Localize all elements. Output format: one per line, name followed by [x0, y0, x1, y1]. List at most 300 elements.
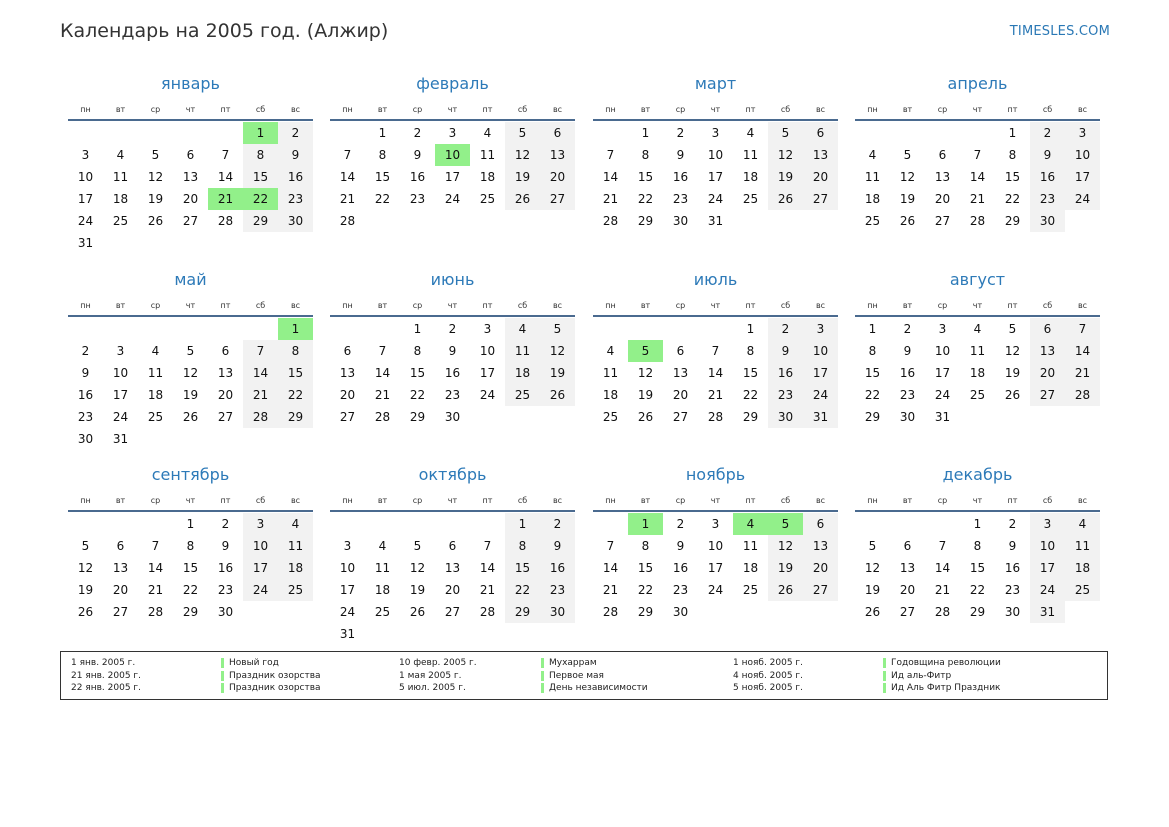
holiday-date: 5 июл. 2005 г. — [399, 683, 466, 693]
weekday-label: чт — [972, 300, 983, 310]
day-cell: 17 — [1065, 166, 1100, 188]
weekday-label: вс — [1077, 300, 1088, 310]
day-cell: 17 — [934, 366, 951, 380]
day-cell: 4 — [378, 539, 387, 553]
weekday-label: чт — [185, 104, 196, 114]
day-cell: 27 — [1030, 384, 1065, 406]
day-cell: 15 — [409, 366, 426, 380]
empty-cell — [330, 122, 365, 144]
weekday-label: чт — [447, 495, 458, 505]
holiday-name: Годовщина революции — [891, 658, 1001, 668]
day-cell: 15 — [374, 170, 391, 184]
day-cell: 5 — [868, 539, 877, 553]
day-cell: 2 — [1030, 122, 1065, 144]
day-cell: 27 — [444, 605, 461, 619]
day-cell: 19 — [1004, 366, 1021, 380]
day-cell: 23 — [444, 388, 461, 402]
weekday-label: вт — [377, 104, 388, 114]
day-cell: 19 — [147, 192, 164, 206]
day-cell: 11 — [147, 366, 164, 380]
weekday-header — [330, 295, 575, 315]
empty-cell — [173, 122, 208, 144]
day-cell: 14 — [969, 170, 986, 184]
weekday-header — [593, 295, 838, 315]
day-cell: 13 — [934, 170, 951, 184]
weekday-label: пт — [220, 495, 231, 505]
day-cell: 5 — [413, 539, 422, 553]
day-cell: 31 — [112, 432, 129, 446]
day-cell: 19 — [77, 583, 94, 597]
day-cell: 4 — [151, 344, 160, 358]
weekday-label: сб — [255, 495, 266, 505]
day-cell: 22 — [637, 583, 654, 597]
day-cell: 9 — [278, 144, 313, 166]
weekday-label: пт — [220, 104, 231, 114]
holiday-day-cell: 1 — [628, 513, 663, 535]
day-cell: 29 — [278, 406, 313, 428]
weekday-label: пт — [220, 300, 231, 310]
day-cell: 2 — [676, 517, 685, 531]
month-name: март — [694, 74, 737, 93]
empty-cell — [103, 513, 138, 535]
day-cell: 6 — [676, 344, 685, 358]
day-cell: 9 — [1030, 144, 1065, 166]
day-cell: 28 — [243, 406, 278, 428]
day-cell: 18 — [742, 561, 759, 575]
weekday-label: ср — [937, 300, 948, 310]
day-cell: 25 — [969, 388, 986, 402]
weekday-label: вт — [377, 300, 388, 310]
day-cell: 29 — [864, 410, 881, 424]
day-cell: 7 — [221, 148, 230, 162]
holiday-marker — [541, 658, 544, 668]
empty-cell — [208, 122, 243, 144]
day-cell: 31 — [707, 214, 724, 228]
weekday-header — [330, 99, 575, 119]
weekday-header — [855, 490, 1100, 510]
empty-cell — [103, 122, 138, 144]
day-cell: 14 — [339, 170, 356, 184]
weekday-label: вт — [902, 495, 913, 505]
day-cell: 13 — [182, 170, 199, 184]
holiday-name: Первое мая — [549, 670, 604, 681]
empty-cell — [435, 513, 470, 535]
day-cell: 29 — [1004, 214, 1021, 228]
header-divider — [68, 315, 313, 317]
holiday-name: Ид аль-Фитр — [891, 670, 952, 681]
holiday-date: 4 нояб. 2005 г. — [733, 670, 804, 681]
day-grid — [330, 122, 575, 232]
day-cell: 15 — [637, 561, 654, 575]
weekday-label: чт — [972, 104, 983, 114]
day-cell: 30 — [768, 406, 803, 428]
month-9 — [68, 467, 313, 623]
holiday-date: 21 янв. 2005 г. — [71, 670, 141, 681]
day-cell: 6 — [448, 539, 457, 553]
empty-cell — [173, 318, 208, 340]
holiday-name: Новый год — [229, 658, 279, 668]
weekday-label: вт — [902, 300, 913, 310]
holiday-date: 22 янв. 2005 г. — [71, 683, 141, 693]
day-cell: 12 — [864, 561, 881, 575]
weekday-label: сб — [517, 104, 528, 114]
holiday-row — [71, 657, 321, 670]
day-cell: 17 — [243, 557, 278, 579]
holiday-row — [733, 657, 1001, 670]
header-divider — [855, 510, 1100, 512]
day-cell: 11 — [505, 340, 540, 362]
day-cell: 14 — [1065, 340, 1100, 362]
weekday-label: вт — [902, 104, 913, 114]
day-cell: 18 — [112, 192, 129, 206]
month-name: август — [949, 270, 1006, 289]
holiday-day-cell: 21 — [208, 188, 243, 210]
day-cell: 6 — [116, 539, 125, 553]
empty-cell — [855, 513, 890, 535]
weekday-label: пн — [605, 104, 616, 114]
day-cell: 26 — [182, 410, 199, 424]
day-cell: 2 — [676, 126, 685, 140]
day-cell: 5 — [186, 344, 195, 358]
day-cell: 6 — [903, 539, 912, 553]
day-cell: 18 — [742, 170, 759, 184]
day-cell: 30 — [540, 601, 575, 623]
weekday-header — [68, 295, 313, 315]
day-cell: 22 — [1004, 192, 1021, 206]
day-cell: 16 — [77, 388, 94, 402]
holiday-name: Праздник озорства — [229, 683, 321, 693]
day-cell: 10 — [707, 539, 724, 553]
holiday-marker — [883, 671, 886, 681]
holiday-marker — [883, 683, 886, 693]
day-grid — [593, 122, 838, 232]
day-cell: 26 — [768, 188, 803, 210]
day-cell: 30 — [278, 210, 313, 232]
day-cell: 9 — [903, 344, 912, 358]
day-cell: 31 — [1030, 601, 1065, 623]
day-cell: 12 — [182, 366, 199, 380]
day-cell: 2 — [768, 318, 803, 340]
month-1 — [68, 76, 313, 254]
day-cell: 4 — [606, 344, 615, 358]
month-name: апрель — [947, 74, 1008, 93]
day-cell: 29 — [637, 214, 654, 228]
holiday-marker — [221, 683, 224, 693]
day-cell: 16 — [444, 366, 461, 380]
day-cell: 20 — [339, 388, 356, 402]
weekday-header — [330, 490, 575, 510]
day-cell: 8 — [278, 340, 313, 362]
month-4 — [855, 76, 1100, 232]
month-5 — [68, 272, 313, 450]
day-cell: 3 — [243, 513, 278, 535]
day-cell: 23 — [1004, 583, 1021, 597]
day-grid — [593, 318, 838, 428]
day-cell: 19 — [505, 166, 540, 188]
page-title: Календарь на 2005 год. (Алжир) — [60, 20, 389, 42]
day-cell: 20 — [182, 192, 199, 206]
weekday-header — [68, 99, 313, 119]
day-cell: 2 — [903, 322, 912, 336]
holiday-row — [399, 657, 648, 670]
day-cell: 28 — [602, 214, 619, 228]
weekday-label: вт — [115, 495, 126, 505]
site-link[interactable]: TIMESLES.COM — [1009, 24, 1110, 39]
empty-cell — [68, 318, 103, 340]
day-cell: 26 — [768, 579, 803, 601]
weekday-header — [855, 99, 1100, 119]
month-name: сентябрь — [151, 465, 230, 484]
day-cell: 19 — [768, 557, 803, 579]
empty-cell — [890, 122, 925, 144]
day-cell: 14 — [479, 561, 496, 575]
weekday-label: пт — [745, 495, 756, 505]
weekday-label: чт — [710, 104, 721, 114]
day-cell: 2 — [540, 513, 575, 535]
month-8 — [855, 272, 1100, 428]
day-cell: 23 — [77, 410, 94, 424]
day-cell: 4 — [505, 318, 540, 340]
day-cell: 14 — [602, 170, 619, 184]
day-cell: 12 — [899, 170, 916, 184]
day-cell: 26 — [505, 188, 540, 210]
header-divider — [855, 315, 1100, 317]
day-cell: 26 — [864, 605, 881, 619]
weekday-label: пн — [605, 300, 616, 310]
day-cell: 9 — [81, 366, 90, 380]
empty-cell — [138, 122, 173, 144]
day-grid — [330, 318, 575, 428]
holiday-day-cell: 1 — [278, 318, 313, 340]
weekday-label: чт — [185, 300, 196, 310]
day-cell: 28 — [147, 605, 164, 619]
weekday-label: вт — [640, 300, 651, 310]
day-cell: 22 — [742, 388, 759, 402]
day-cell: 21 — [479, 583, 496, 597]
day-cell: 11 — [742, 539, 759, 553]
day-cell: 6 — [343, 344, 352, 358]
day-cell: 11 — [602, 366, 619, 380]
day-cell: 21 — [969, 192, 986, 206]
weekday-label: вс — [815, 300, 826, 310]
day-cell: 14 — [602, 561, 619, 575]
month-name: январь — [161, 74, 220, 93]
day-cell: 17 — [803, 362, 838, 384]
month-10 — [330, 467, 575, 645]
month-name: февраль — [416, 74, 489, 93]
day-cell: 3 — [448, 126, 457, 140]
day-cell: 3 — [803, 318, 838, 340]
weekday-label: сб — [780, 300, 791, 310]
day-cell: 25 — [742, 192, 759, 206]
empty-cell — [698, 318, 733, 340]
day-cell: 1 — [746, 322, 755, 336]
day-cell: 30 — [444, 410, 461, 424]
weekday-label: пт — [482, 300, 493, 310]
weekday-label: пт — [482, 104, 493, 114]
weekday-label: сб — [1042, 495, 1053, 505]
holiday-day-cell: 4 — [733, 513, 768, 535]
day-cell: 18 — [505, 362, 540, 384]
day-cell: 22 — [374, 192, 391, 206]
empty-cell — [593, 122, 628, 144]
empty-cell — [925, 513, 960, 535]
day-cell: 10 — [112, 366, 129, 380]
weekday-label: вт — [377, 495, 388, 505]
holiday-column — [399, 657, 648, 695]
holiday-date: 5 нояб. 2005 г. — [733, 683, 804, 693]
day-cell: 19 — [637, 388, 654, 402]
weekday-label: сб — [780, 495, 791, 505]
day-cell: 24 — [707, 192, 724, 206]
day-cell: 13 — [444, 561, 461, 575]
weekday-label: вт — [640, 495, 651, 505]
weekday-label: сб — [1042, 300, 1053, 310]
day-cell: 13 — [803, 144, 838, 166]
day-cell: 16 — [768, 362, 803, 384]
day-cell: 15 — [969, 561, 986, 575]
weekday-label: пн — [342, 300, 353, 310]
day-cell: 28 — [374, 410, 391, 424]
day-cell: 10 — [1065, 144, 1100, 166]
day-cell: 17 — [444, 170, 461, 184]
holiday-day-cell: 22 — [243, 188, 278, 210]
header-divider — [68, 119, 313, 121]
weekday-label: пн — [867, 495, 878, 505]
day-cell: 7 — [606, 539, 615, 553]
weekday-label: пн — [605, 495, 616, 505]
weekday-label: сб — [517, 300, 528, 310]
day-cell: 22 — [182, 583, 199, 597]
day-cell: 26 — [147, 214, 164, 228]
day-cell: 23 — [1030, 188, 1065, 210]
day-cell: 18 — [147, 388, 164, 402]
day-cell: 19 — [540, 362, 575, 384]
day-cell: 15 — [637, 170, 654, 184]
month-11 — [593, 467, 838, 623]
weekday-label: сб — [780, 104, 791, 114]
day-cell: 16 — [278, 166, 313, 188]
weekday-label: ср — [675, 104, 686, 114]
day-cell: 16 — [1030, 166, 1065, 188]
day-cell: 6 — [221, 344, 230, 358]
day-cell: 17 — [339, 583, 356, 597]
day-cell: 4 — [116, 148, 125, 162]
day-cell: 6 — [803, 122, 838, 144]
weekday-label: ср — [412, 495, 423, 505]
day-cell: 7 — [243, 340, 278, 362]
weekday-label: сб — [1042, 104, 1053, 114]
day-cell: 20 — [217, 388, 234, 402]
weekday-header — [68, 490, 313, 510]
day-cell: 19 — [768, 166, 803, 188]
day-cell: 24 — [444, 192, 461, 206]
day-cell: 15 — [243, 166, 278, 188]
day-cell: 24 — [803, 384, 838, 406]
weekday-label: ср — [150, 104, 161, 114]
day-cell: 20 — [112, 583, 129, 597]
weekday-label: пт — [745, 104, 756, 114]
day-cell: 28 — [934, 605, 951, 619]
day-cell: 27 — [339, 410, 356, 424]
empty-cell — [960, 122, 995, 144]
weekday-label: вт — [115, 300, 126, 310]
day-cell: 26 — [77, 605, 94, 619]
holiday-row — [71, 670, 321, 683]
day-cell: 22 — [409, 388, 426, 402]
day-cell: 31 — [77, 236, 94, 250]
day-cell: 8 — [413, 344, 422, 358]
weekday-label: вс — [290, 104, 301, 114]
weekday-label: вс — [552, 300, 563, 310]
day-cell: 24 — [1065, 188, 1100, 210]
day-cell: 11 — [479, 148, 496, 162]
weekday-label: пт — [745, 300, 756, 310]
day-cell: 7 — [973, 148, 982, 162]
day-cell: 18 — [969, 366, 986, 380]
day-cell: 7 — [343, 148, 352, 162]
day-cell: 12 — [409, 561, 426, 575]
day-cell: 16 — [672, 170, 689, 184]
day-cell: 25 — [147, 410, 164, 424]
day-cell: 25 — [742, 583, 759, 597]
holiday-name: День независимости — [549, 683, 648, 693]
weekday-label: сб — [255, 300, 266, 310]
day-cell: 3 — [938, 322, 947, 336]
day-cell: 14 — [243, 362, 278, 384]
day-cell: 13 — [112, 561, 129, 575]
day-cell: 24 — [112, 410, 129, 424]
day-cell: 1 — [413, 322, 422, 336]
day-cell: 1 — [505, 513, 540, 535]
day-cell: 1 — [973, 517, 982, 531]
day-cell: 15 — [182, 561, 199, 575]
weekday-label: вс — [1077, 495, 1088, 505]
holiday-date: 1 мая 2005 г. — [399, 670, 462, 681]
empty-cell — [208, 318, 243, 340]
holiday-row — [733, 670, 1001, 683]
holiday-day-cell: 5 — [628, 340, 663, 362]
day-cell: 25 — [602, 410, 619, 424]
day-cell: 10 — [77, 170, 94, 184]
day-cell: 30 — [217, 605, 234, 619]
day-cell: 17 — [112, 388, 129, 402]
day-cell: 20 — [899, 583, 916, 597]
empty-cell — [103, 318, 138, 340]
day-cell: 14 — [934, 561, 951, 575]
day-cell: 16 — [540, 557, 575, 579]
day-cell: 11 — [742, 148, 759, 162]
weekday-label: пн — [867, 104, 878, 114]
day-grid — [593, 513, 838, 623]
day-cell: 12 — [768, 535, 803, 557]
day-cell: 23 — [540, 579, 575, 601]
day-cell: 20 — [540, 166, 575, 188]
day-cell: 13 — [339, 366, 356, 380]
day-cell: 12 — [768, 144, 803, 166]
day-cell: 16 — [899, 366, 916, 380]
day-cell: 13 — [899, 561, 916, 575]
header-divider — [855, 119, 1100, 121]
day-cell: 26 — [899, 214, 916, 228]
day-cell: 1 — [378, 126, 387, 140]
day-cell: 12 — [1004, 344, 1021, 358]
day-cell: 1 — [1008, 126, 1017, 140]
day-cell: 5 — [540, 318, 575, 340]
day-cell: 3 — [1065, 122, 1100, 144]
day-cell: 6 — [1030, 318, 1065, 340]
day-cell: 22 — [278, 384, 313, 406]
